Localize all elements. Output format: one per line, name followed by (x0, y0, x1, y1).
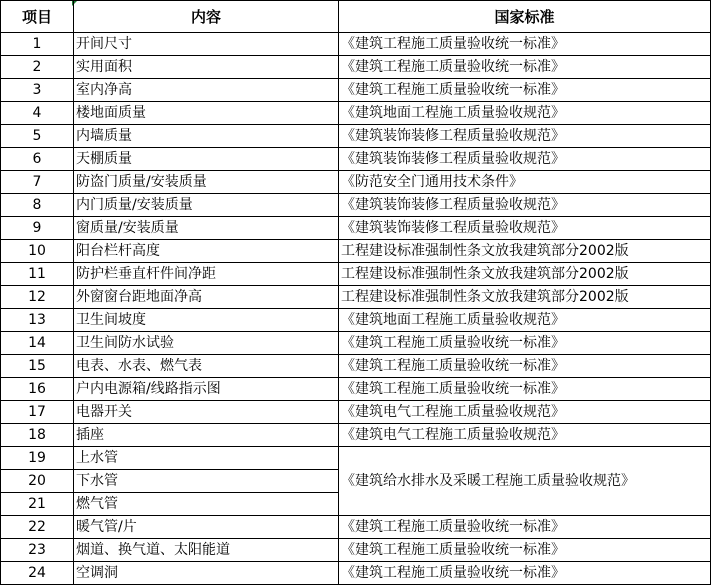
standard-cell[interactable]: 《建筑地面工程施工质量验收规范》 (339, 309, 711, 332)
item-number-cell[interactable]: 7 (1, 171, 74, 194)
item-number-cell[interactable]: 1 (1, 33, 74, 56)
content-cell[interactable]: 燃气管 (74, 493, 339, 516)
table-row (1, 217, 711, 240)
item-number-cell[interactable]: 5 (1, 125, 74, 148)
table-row (1, 378, 711, 401)
content-cell[interactable]: 卫生间防水试验 (74, 332, 339, 355)
table-row (1, 263, 711, 286)
item-number-cell[interactable]: 22 (1, 516, 74, 539)
standard-cell[interactable]: 《建筑装饰装修工程质量验收规范》 (339, 217, 711, 240)
content-cell[interactable]: 实用面积 (74, 56, 339, 79)
table-row (1, 56, 711, 79)
table-row (1, 401, 711, 424)
item-number-cell[interactable]: 10 (1, 240, 74, 263)
content-cell[interactable]: 天棚质量 (74, 148, 339, 171)
item-number-cell[interactable]: 6 (1, 148, 74, 171)
standard-cell[interactable]: 工程建设标准强制性条文放我建筑部分2002版 (339, 286, 711, 309)
content-cell[interactable]: 外窗窗台距地面净高 (74, 286, 339, 309)
content-cell[interactable]: 下水管 (74, 470, 339, 493)
standard-cell[interactable]: 《建筑地面工程施工质量验收规范》 (339, 102, 711, 125)
item-number-cell[interactable]: 20 (1, 470, 74, 493)
standard-cell[interactable]: 《建筑工程施工质量验收统一标准》 (339, 516, 711, 539)
content-cell[interactable]: 插座 (74, 424, 339, 447)
content-cell[interactable]: 暖气管/片 (74, 516, 339, 539)
item-number-cell[interactable]: 15 (1, 355, 74, 378)
content-cell[interactable]: 内墙质量 (74, 125, 339, 148)
standard-cell[interactable]: 《建筑工程施工质量验收统一标准》 (339, 56, 711, 79)
table-row (1, 171, 711, 194)
content-cell[interactable]: 窗质量/安装质量 (74, 217, 339, 240)
table-row (1, 102, 711, 125)
table-row (1, 148, 711, 171)
standard-cell[interactable]: 《建筑工程施工质量验收统一标准》 (339, 33, 711, 56)
table-row (1, 240, 711, 263)
standard-cell[interactable]: 《建筑工程施工质量验收统一标准》 (339, 378, 711, 401)
table-row (1, 424, 711, 447)
standard-cell[interactable]: 《建筑电气工程施工质量验收规范》 (339, 424, 711, 447)
header-row (1, 1, 711, 33)
table-row (1, 79, 711, 102)
item-number-cell[interactable]: 9 (1, 217, 74, 240)
content-cell[interactable]: 电器开关 (74, 401, 339, 424)
standard-cell[interactable]: 《建筑工程施工质量验收统一标准》 (339, 539, 711, 562)
content-cell[interactable]: 户内电源箱/线路指示图 (74, 378, 339, 401)
item-number-cell[interactable]: 13 (1, 309, 74, 332)
standard-cell[interactable]: 《建筑装饰装修工程质量验收规范》 (339, 125, 711, 148)
content-cell[interactable]: 上水管 (74, 447, 339, 470)
content-cell[interactable]: 防护栏垂直杆件间净距 (74, 263, 339, 286)
table-row (1, 516, 711, 539)
standard-cell[interactable]: 工程建设标准强制性条文放我建筑部分2002版 (339, 263, 711, 286)
content-cell[interactable]: 空调洞 (74, 562, 339, 585)
item-number-cell[interactable]: 23 (1, 539, 74, 562)
table-row (1, 332, 711, 355)
standard-cell[interactable]: 《建筑工程施工质量验收统一标准》 (339, 562, 711, 585)
item-number-cell[interactable]: 17 (1, 401, 74, 424)
item-number-cell[interactable]: 14 (1, 332, 74, 355)
table-row (1, 309, 711, 332)
table-row (1, 355, 711, 378)
header-item[interactable]: 项目 (1, 1, 74, 33)
standard-cell-merged[interactable]: 《建筑给水排水及采暖工程施工质量验收规范》 (339, 447, 711, 516)
content-cell[interactable]: 电表、水表、燃气表 (74, 355, 339, 378)
table-row (1, 33, 711, 56)
standard-cell[interactable]: 《建筑工程施工质量验收统一标准》 (339, 355, 711, 378)
table-row (1, 539, 711, 562)
content-cell[interactable]: 内门质量/安装质量 (74, 194, 339, 217)
table-row (1, 447, 711, 470)
item-number-cell[interactable]: 18 (1, 424, 74, 447)
content-cell[interactable]: 楼地面质量 (74, 102, 339, 125)
table-row (1, 194, 711, 217)
item-number-cell[interactable]: 16 (1, 378, 74, 401)
standard-cell[interactable]: 《防范安全门通用技术条件》 (339, 171, 711, 194)
header-content[interactable]: 内容 (74, 1, 339, 33)
table-row (1, 286, 711, 309)
item-number-cell[interactable]: 3 (1, 79, 74, 102)
item-number-cell[interactable]: 24 (1, 562, 74, 585)
item-number-cell[interactable]: 2 (1, 56, 74, 79)
standard-cell[interactable]: 工程建设标准强制性条文放我建筑部分2002版 (339, 240, 711, 263)
header-standard[interactable]: 国家标准 (339, 1, 711, 33)
content-cell[interactable]: 防盗门质量/安装质量 (74, 171, 339, 194)
item-number-cell[interactable]: 11 (1, 263, 74, 286)
standard-cell[interactable]: 《建筑装饰装修工程质量验收规范》 (339, 194, 711, 217)
table-body (1, 33, 711, 585)
item-number-cell[interactable]: 4 (1, 102, 74, 125)
standard-cell[interactable]: 《建筑电气工程施工质量验收规范》 (339, 401, 711, 424)
item-number-cell[interactable]: 21 (1, 493, 74, 516)
table-row (1, 562, 711, 585)
content-cell[interactable]: 阳台栏杆高度 (74, 240, 339, 263)
standard-cell[interactable]: 《建筑工程施工质量验收统一标准》 (339, 332, 711, 355)
item-number-cell[interactable]: 8 (1, 194, 74, 217)
standard-cell[interactable]: 《建筑装饰装修工程质量验收规范》 (339, 148, 711, 171)
item-number-cell[interactable]: 12 (1, 286, 74, 309)
table-row (1, 125, 711, 148)
content-cell[interactable]: 卫生间坡度 (74, 309, 339, 332)
item-number-cell[interactable]: 19 (1, 447, 74, 470)
standard-cell[interactable]: 《建筑工程施工质量验收统一标准》 (339, 79, 711, 102)
content-cell[interactable]: 室内净高 (74, 79, 339, 102)
content-cell[interactable]: 烟道、换气道、太阳能道 (74, 539, 339, 562)
content-cell[interactable]: 开间尺寸 (74, 33, 339, 56)
